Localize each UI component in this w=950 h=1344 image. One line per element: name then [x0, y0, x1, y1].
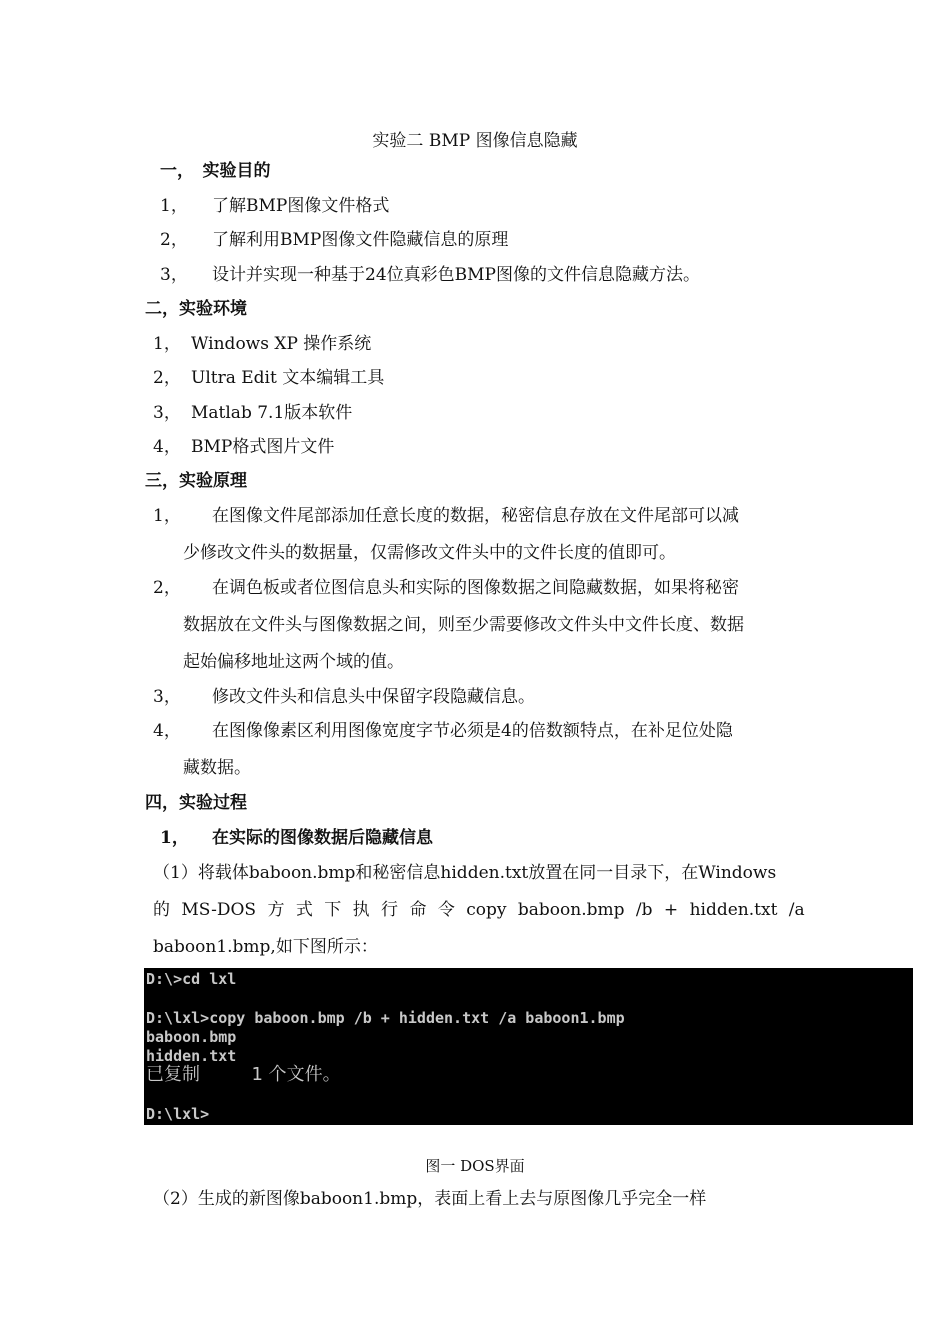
s3-item-3-line-1: 修改文件头和信息头中保留字段隐藏信息。: [212, 687, 535, 707]
s4-para1-line-3: baboon1.bmp,如下图所示：: [153, 937, 378, 957]
s4-sub-text: 在实际的图像数据后隐藏信息: [212, 828, 433, 848]
s1-item-2-num: 2，: [160, 230, 188, 250]
section-4-heading: 四，实验过程: [145, 793, 247, 813]
console-line-5: hidden.txt: [146, 1047, 237, 1065]
s4-sub-num: 1，: [160, 828, 189, 848]
console-line-6: 已复制 1 个文件。: [146, 1064, 341, 1085]
s3-item-4-line-1: 在图像像素区利用图像宽度字节必须是4的倍数额特点，在补足位处隐: [212, 721, 733, 741]
s2-item-4-text: BMP格式图片文件: [191, 437, 335, 457]
s3-item-4-num: 4，: [153, 721, 181, 741]
console-line-3: D:\lxl>copy baboon.bmp /b + hidden.txt /a baboon1.bmp: [146, 1009, 625, 1027]
s2-item-1-num: 1，: [153, 334, 181, 354]
s3-item-1-num: 1，: [153, 506, 181, 526]
s1-item-2-text: 了解利用BMP图像文件隐藏信息的原理: [212, 230, 509, 250]
s4-para1-line-1: （1）将载体baboon.bmp和秘密信息hidden.txt放置在同一目录下，在Windows: [153, 863, 777, 883]
s3-item-2-num: 2，: [153, 578, 181, 598]
s2-item-1-text: Windows XP 操作系统: [191, 334, 372, 354]
s3-item-2-line-2: 数据放在文件头与图像数据之间，则至少需要修改文件头中文件长度、数据: [183, 615, 744, 635]
s2-item-3-num: 3，: [153, 403, 181, 423]
s4-para1-line-2: 的 MS-DOS 方 式 下 执 行 命 令 copy baboon.bmp /b + hidden.txt /a: [153, 900, 805, 920]
section-2-heading: 二，实验环境: [145, 299, 247, 319]
s2-item-2-text: Ultra Edit 文本编辑工具: [191, 368, 385, 388]
section-1-heading: 一， 实验目的: [160, 161, 271, 181]
s3-item-4-line-2: 藏数据。: [183, 758, 251, 778]
s1-item-1-text: 了解BMP图像文件格式: [212, 196, 390, 216]
s1-item-3-num: 3，: [160, 265, 188, 285]
s2-item-4-num: 4，: [153, 437, 181, 457]
section-3-heading: 三，实验原理: [145, 471, 247, 491]
s1-item-1-num: 1，: [160, 196, 188, 216]
console-line-4: baboon.bmp: [146, 1028, 237, 1046]
console-line-1: D:\>cd lxl: [146, 970, 237, 988]
s3-item-3-num: 3，: [153, 687, 181, 707]
s2-item-2-num: 2，: [153, 368, 181, 388]
figure-caption: 图一 DOS界面: [425, 1157, 525, 1175]
s3-item-2-line-3: 起始偏移地址这两个域的值。: [183, 652, 404, 672]
s3-item-1-line-2: 少修改文件头的数据量，仅需修改文件头中的文件长度的值即可。: [183, 543, 676, 563]
document-title: 实验二 BMP 图像信息隐藏: [372, 131, 578, 151]
console-line-8: D:\lxl>: [146, 1105, 210, 1123]
s4-para2: （2）生成的新图像baboon1.bmp，表面上看上去与原图像几乎完全一样: [153, 1189, 707, 1209]
s3-item-1-line-1: 在图像文件尾部添加任意长度的数据，秘密信息存放在文件尾部可以减: [212, 506, 739, 526]
s2-item-3-text: Matlab 7.1版本软件: [191, 403, 353, 423]
dos-console-screenshot: [144, 968, 913, 1125]
s3-item-2-line-1: 在调色板或者位图信息头和实际的图像数据之间隐藏数据，如果将秘密: [212, 578, 739, 598]
s1-item-3-text: 设计并实现一种基于24位真彩色BMP图像的文件信息隐藏方法。: [212, 265, 700, 285]
